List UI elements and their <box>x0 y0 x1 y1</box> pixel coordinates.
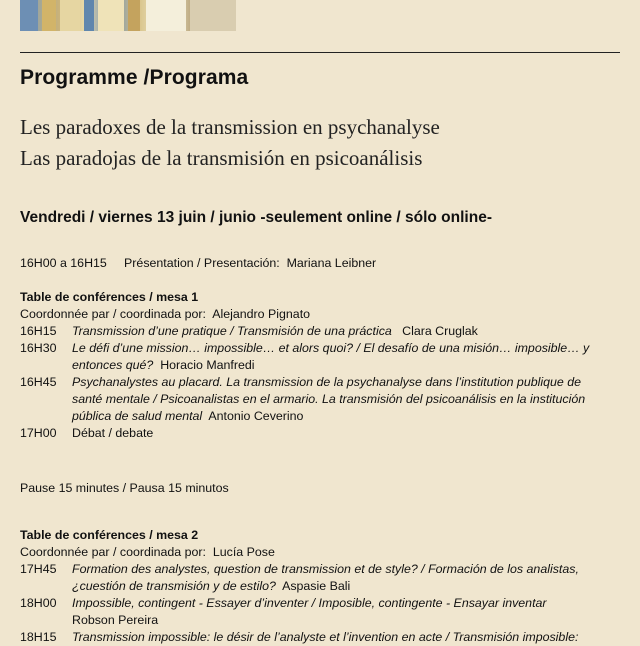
talk-time: 17H00 <box>20 426 57 440</box>
divider-line <box>20 52 620 53</box>
list-item <box>20 374 620 425</box>
talk-title: Transmission d’une pratique / Transmisión de una práctica <box>72 324 392 338</box>
pause-note: Pause 15 minutes / Pausa 15 minutos <box>20 481 229 495</box>
opening-time: 16H00 a 16H15 <box>20 256 107 270</box>
talk-title: santé mentale / Psicoanalistas en el armario. La transmisión del psicoanálisis en la institución <box>72 392 586 406</box>
talk-time: 17H45 <box>20 562 57 576</box>
talk-speaker: Antonio Ceverino <box>208 409 304 423</box>
table-2-section <box>20 527 620 646</box>
list-item <box>20 323 620 340</box>
section-title: Programme /Programa <box>20 66 249 89</box>
table-1-section <box>20 289 620 442</box>
talk-title: Impossible, contingent - Essayer d’inventer / Imposible, contingente - Ensayar inventar <box>72 596 547 610</box>
subtitle-french: Les paradoxes de la transmission en psychanalyse <box>20 115 440 139</box>
talk-time: 18H00 <box>20 596 57 610</box>
talk-title: entonces qué? <box>72 358 154 372</box>
talk-title: Transmission impossible: le désir de l’analyste et l’invention en acte / Transmisión imposible: <box>72 630 579 644</box>
talk-title: ¿cuestión de transmisión y de estilo? <box>72 579 276 593</box>
talk-speaker: Clara Cruglak <box>402 324 478 338</box>
list-item <box>20 595 620 629</box>
talk-speaker: Horacio Manfredi <box>160 358 255 372</box>
table-2-coordinator-line <box>20 544 620 561</box>
list-item <box>20 561 620 595</box>
talk-title: Le défi d’une mission… impossible… et alors quoi? / El desafío de una misión… imposible… y <box>72 341 590 355</box>
table-1-title: Table de conférences / mesa 1 <box>20 290 199 304</box>
header-banner-image <box>20 0 236 31</box>
list-item <box>20 629 620 646</box>
list-item <box>20 425 620 442</box>
coordinator-name: Alejandro Pignato <box>212 307 311 321</box>
opening-session <box>20 255 620 272</box>
coordinator-label: Coordonnée par / coordinada por: <box>20 307 206 321</box>
coordinator-name: Lucía Pose <box>212 545 275 559</box>
talk-title: Psychanalystes au placard. La transmission de la psychanalyse dans l’institution publique de <box>72 375 582 389</box>
talk-time: 16H15 <box>20 324 57 338</box>
opening-speaker: Mariana Leibner <box>286 256 377 270</box>
table-1-coordinator-line <box>20 306 620 323</box>
talk-time: 16H45 <box>20 375 57 389</box>
talk-time: 16H30 <box>20 341 57 355</box>
talk-title: Débat / debate <box>72 426 154 440</box>
list-item <box>20 340 620 374</box>
talk-title: Formation des analystes, question de transmission et de style? / Formación de los analistas, <box>72 562 579 576</box>
day-heading: Vendredi / viernes 13 juin / junio -seulement online / sólo online- <box>20 209 492 226</box>
opening-label: Présentation / Presentación: <box>124 256 280 270</box>
talk-speaker: Aspasie Bali <box>282 579 351 593</box>
talk-speaker: Robson Pereira <box>72 613 159 627</box>
talk-title: pública de salud mental <box>72 409 203 423</box>
coordinator-label: Coordonnée par / coordinada por: <box>20 545 206 559</box>
table-2-title: Table de conférences / mesa 2 <box>20 528 199 542</box>
talk-time: 18H15 <box>20 630 57 644</box>
subtitle-spanish: Las paradojas de la transmisión en psicoanálisis <box>20 146 423 170</box>
